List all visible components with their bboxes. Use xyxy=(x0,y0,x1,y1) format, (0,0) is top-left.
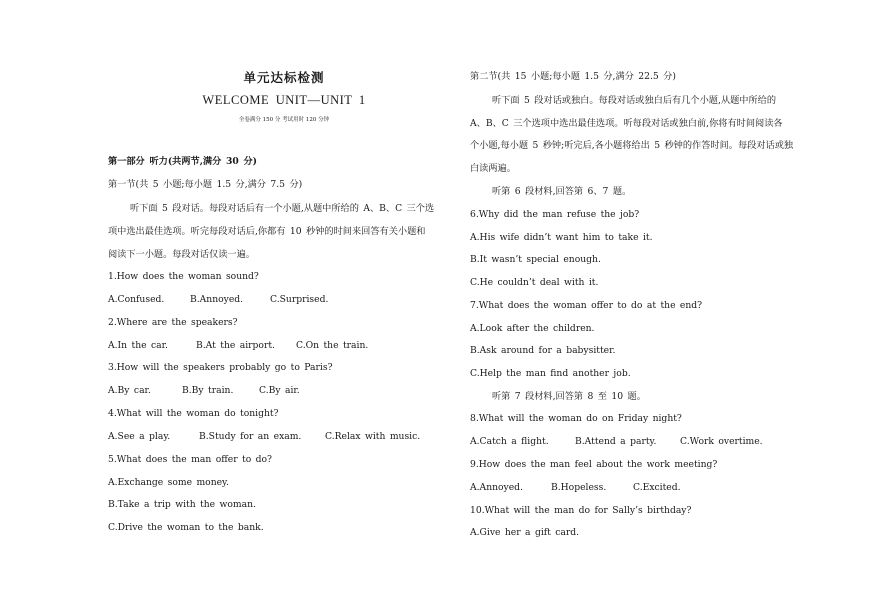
option-b: B.Ask around for a babysitter. xyxy=(470,345,616,356)
option-a: A.In the car. xyxy=(108,340,168,351)
option-b: B.Annoyed. xyxy=(190,294,244,305)
section2-intro-line: 听下面 5 段对话或独白。每段对话或独白后有几个小题,从题中所给的 xyxy=(492,95,777,106)
question-8: 8.What will the woman do on Friday night? xyxy=(470,413,682,424)
question-5: 5.What does the man offer to do? xyxy=(108,454,272,465)
option-a: A.See a play. xyxy=(108,431,171,442)
option-b: B.Hopeless. xyxy=(551,482,607,493)
option-b: B.Attend a party. xyxy=(575,436,657,447)
option-b: B.Take a trip with the woman. xyxy=(108,499,256,510)
material-7-instruction: 听第 7 段材料,回答第 8 至 10 题。 xyxy=(492,391,646,402)
options-9 xyxy=(470,482,681,494)
option-a: A.Exchange some money. xyxy=(108,477,229,488)
option-c: C.Surprised. xyxy=(270,294,329,305)
option-c: C.Work overtime. xyxy=(680,436,763,447)
options-3 xyxy=(108,385,300,397)
option-c: C.He couldn’t deal with it. xyxy=(470,277,599,288)
options-1 xyxy=(108,294,328,306)
option-c: C.Excited. xyxy=(633,482,681,493)
option-a: A.Confused. xyxy=(108,294,165,305)
option-c: C.By air. xyxy=(259,385,300,396)
section1-intro-line: 阅读下一小题。每段对话仅读一遍。 xyxy=(108,249,255,260)
option-a: A.Look after the children. xyxy=(470,323,595,334)
option-a: A.His wife didn’t want him to take it. xyxy=(470,232,653,243)
section2-intro-line: 个小题,每小题 5 秒钟;听完后,各小题将给出 5 秒钟的作答时间。每段对话或独 xyxy=(470,140,794,151)
question-10: 10.What will the man do for Sally’s birthday? xyxy=(470,505,692,516)
question-9: 9.How does the man feel about the work meeting? xyxy=(470,459,718,470)
question-4: 4.What will the woman do tonight? xyxy=(108,408,279,419)
section2-intro-line: A、B、C 三个选项中选出最佳选项。听每段对话或独白前,你将有时间阅读各 xyxy=(470,118,783,129)
question-3: 3.How will the speakers probably go to Paris? xyxy=(108,362,333,373)
exam-meta: 全卷满分 150 分 考试用时 120 分钟 xyxy=(238,117,330,123)
option-c: C.On the train. xyxy=(296,340,369,351)
option-a: A.By car. xyxy=(108,385,151,396)
option-b: B.It wasn’t special enough. xyxy=(470,254,601,265)
section1-intro-line: 项中选出最佳选项。听完每段对话后,你都有 10 秒钟的时间来回答有关小题和 xyxy=(108,226,426,237)
option-c: C.Relax with music. xyxy=(325,431,421,442)
option-a: A.Give her a gift card. xyxy=(470,527,580,538)
page-title: 单元达标检测 xyxy=(243,70,325,85)
question-6: 6.Why did the man refuse the job? xyxy=(470,209,640,220)
question-1: 1.How does the woman sound? xyxy=(108,271,259,282)
page-subtitle: WELCOME UNIT—UNIT 1 xyxy=(202,93,366,107)
option-b: B.Study for an exam. xyxy=(199,431,302,442)
option-b: B.At the airport. xyxy=(196,340,275,351)
option-b: B.By train. xyxy=(182,385,234,396)
section1-heading: 第一节(共 5 小题;每小题 1.5 分,满分 7.5 分) xyxy=(108,179,303,190)
section2-heading: 第二节(共 15 小题;每小题 1.5 分,满分 22.5 分) xyxy=(470,71,676,82)
material-6-instruction: 听第 6 段材料,回答第 6、7 题。 xyxy=(492,186,632,197)
section2-intro-line: 白读两遍。 xyxy=(470,163,516,174)
option-c: C.Help the man find another job. xyxy=(470,368,631,379)
section1-intro-line: 听下面 5 段对话。每段对话后有一个小题,从题中所给的 A、B、C 三个选 xyxy=(130,203,435,214)
options-4 xyxy=(108,431,420,443)
option-a: A.Catch a flight. xyxy=(470,436,549,447)
question-2: 2.Where are the speakers? xyxy=(108,317,238,328)
options-8 xyxy=(470,436,763,448)
question-7: 7.What does the woman offer to do at the end? xyxy=(470,300,703,311)
part1-heading: 第一部分 听力(共两节,满分 30 分) xyxy=(108,156,258,167)
options-2 xyxy=(108,340,368,352)
option-a: A.Annoyed. xyxy=(470,482,523,493)
option-c: C.Drive the woman to the bank. xyxy=(108,522,264,533)
